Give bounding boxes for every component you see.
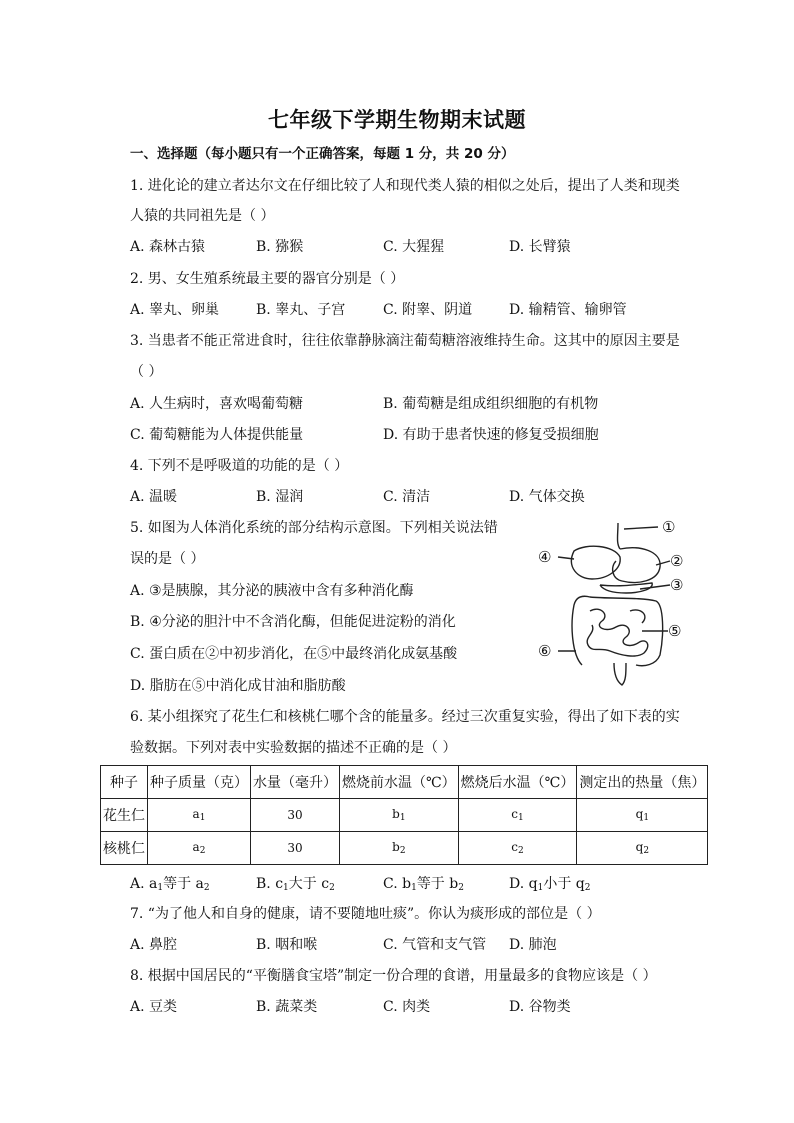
table-cell-water: 30: [251, 832, 340, 865]
q4-option-c[interactable]: C. 清洁: [383, 489, 431, 505]
q7-option-a[interactable]: A. 鼻腔: [130, 937, 178, 953]
q2-option-a[interactable]: A. 睾丸、卵巢: [130, 302, 220, 318]
small-intestine-shape: [587, 609, 648, 656]
question-8-stem: 8. 根据中国居民的“平衡膳食宝塔”制定一份合理的食谱，用量最多的食物应该是（ ）: [130, 968, 657, 984]
table-row: [101, 832, 708, 865]
q2-option-c[interactable]: C. 附睾、阴道: [383, 302, 473, 318]
question-6-stem-cont: 验数据。下列对表中实验数据的描述不正确的是（ ）: [130, 740, 457, 756]
table-cell-seed: 花生仁: [101, 799, 148, 832]
q5-option-d[interactable]: D. 脂肪在⑤中消化成甘油和脂肪酸: [130, 678, 346, 694]
question-5-stem: 5. 如图为人体消化系统的部分结构示意图。下列相关说法错: [130, 520, 498, 536]
diagram-label-2: ②: [670, 552, 684, 570]
rectum-shape: [614, 663, 626, 685]
q6-option-d[interactable]: D. $q_1$小于 $q_2$: [509, 876, 591, 893]
q8-option-d[interactable]: D. 谷物类: [509, 999, 571, 1015]
question-3-stem: 3. 当患者不能正常进食时，往往依靠静脉滴注葡萄糖溶液维持生命。这其中的原因主要是: [130, 333, 680, 349]
digestive-system-diagram: [530, 515, 690, 690]
q3-option-d[interactable]: D. 有助于患者快速的修复受损细胞: [383, 427, 599, 443]
diagram-label-6: ⑥: [538, 642, 552, 660]
q6-option-a[interactable]: A. $a_1$等于 $a_2$: [130, 876, 210, 893]
q3-option-c[interactable]: C. 葡萄糖能为人体提供能量: [130, 427, 304, 443]
table-cell-heat: $q_1$: [577, 799, 708, 832]
q3-option-b[interactable]: B. 葡萄糖是组成组织细胞的有机物: [383, 396, 599, 412]
table-header-cell: 种子: [101, 766, 148, 799]
table-cell-before: $b_2$: [340, 832, 459, 865]
q8-option-b[interactable]: B. 蔬菜类: [256, 999, 318, 1015]
question-6-stem: 6. 某小组探究了花生仁和核桃仁哪个含的能量多。经过三次重复实验，得出了如下表的实: [130, 709, 680, 725]
table-cell-seed: 核桃仁: [101, 832, 148, 865]
section-heading: 一、选择题（每小题只有一个正确答案，每题 1 分，共 20 分）: [130, 146, 515, 162]
table-header-cell: 水量（毫升）: [251, 766, 340, 799]
table-header-cell: 燃烧前水温（℃）: [340, 766, 459, 799]
diagram-label-3: ③: [670, 576, 684, 594]
q4-option-d[interactable]: D. 气体交换: [509, 489, 585, 505]
q7-option-c[interactable]: C. 气管和支气管: [383, 937, 487, 953]
table-cell-mass: $a_2$: [148, 832, 251, 865]
q1-option-a[interactable]: A. 森林古猿: [130, 239, 206, 255]
q8-option-c[interactable]: C. 肉类: [383, 999, 431, 1015]
q5-option-a[interactable]: A. ③是胰腺，其分泌的胰液中含有多种消化酶: [130, 583, 414, 599]
diagram-label-5: ⑤: [668, 622, 682, 640]
question-4-stem: 4. 下列不是呼吸道的功能的是（ ）: [130, 458, 349, 474]
q5-option-c[interactable]: C. 蛋白质在②中初步消化，在⑤中最终消化成氨基酸: [130, 646, 458, 662]
q4-option-b[interactable]: B. 湿润: [256, 489, 304, 505]
esophagus-shape: [618, 523, 621, 549]
q2-option-d[interactable]: D. 输精管、输卵管: [509, 302, 627, 318]
table-cell-water: 30: [251, 799, 340, 832]
q4-option-a[interactable]: A. 温暖: [130, 489, 178, 505]
q7-option-d[interactable]: D. 肺泡: [509, 937, 557, 953]
q8-option-a[interactable]: A. 豆类: [130, 999, 178, 1015]
q1-option-b[interactable]: B. 猕猴: [256, 239, 304, 255]
table-header-cell: 测定出的热量（焦）: [577, 766, 708, 799]
diagram-label-4: ④: [538, 548, 552, 566]
table-cell-after: $c_2$: [458, 832, 577, 865]
question-2-stem: 2. 男、女生殖系统最主要的器官分别是（ ）: [130, 271, 405, 287]
q3-option-a[interactable]: A. 人生病时，喜欢喝葡萄糖: [130, 396, 304, 412]
q7-option-b[interactable]: B. 咽和喉: [256, 937, 318, 953]
experiment-data-table: [100, 765, 708, 865]
question-5-stem-cont: 误的是（ ）: [130, 551, 205, 567]
table-cell-heat: $q_2$: [577, 832, 708, 865]
q6-option-b[interactable]: B. $c_1$大于 $c_2$: [256, 876, 335, 893]
question-1-stem-cont: 人猿的共同祖先是（ ）: [130, 208, 275, 224]
table-row: [101, 799, 708, 832]
q6-option-c[interactable]: C. $b_1$等于 $b_2$: [383, 876, 464, 893]
question-3-stem-cont: （ ）: [130, 364, 163, 380]
question-1-stem: 1. 进化论的建立者达尔文在仔细比较了人和现代类人猿的相似之处后，提出了人类和现类: [130, 178, 680, 194]
table-header-cell: 燃烧后水温（℃）: [458, 766, 577, 799]
q1-option-d[interactable]: D. 长臂猿: [509, 239, 571, 255]
table-header-cell: 种子质量（克）: [148, 766, 251, 799]
diagram-label-1: ①: [662, 518, 676, 536]
table-cell-after: $c_1$: [458, 799, 577, 832]
page-title: 七年级下学期生物期末试题: [268, 108, 526, 132]
q5-option-b[interactable]: B. ④分泌的胆汁中不含消化酶，但能促进淀粉的消化: [130, 614, 456, 630]
question-7-stem: 7. “为了他人和自身的健康，请不要随地吐痰”。你认为痰形成的部位是（ ）: [130, 906, 601, 922]
q2-option-b[interactable]: B. 睾丸、子宫: [256, 302, 346, 318]
q1-option-c[interactable]: C. 大猩猩: [383, 239, 445, 255]
table-cell-before: $b_1$: [340, 799, 459, 832]
table-cell-mass: $a_1$: [148, 799, 251, 832]
table-header-row: [101, 766, 708, 799]
